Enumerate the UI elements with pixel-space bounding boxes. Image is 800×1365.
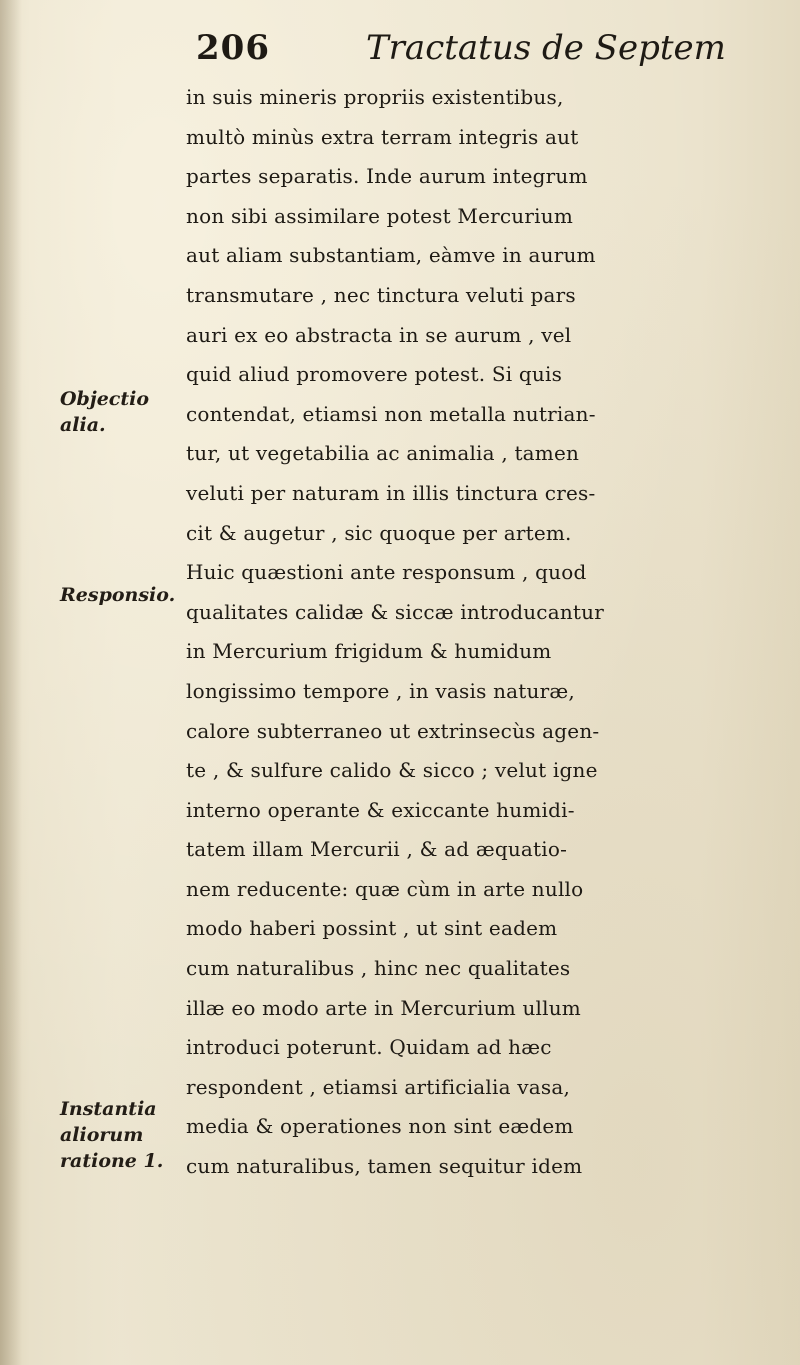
- text-line: in suis mineris propriis existentibus,: [186, 85, 564, 109]
- page-number: 206: [196, 28, 270, 68]
- margin-note-instantia: [60, 1096, 163, 1174]
- margin-note-line: ratione 1.: [60, 1150, 164, 1172]
- margin-note-line: aliorum: [60, 1124, 144, 1146]
- text-line: tatem illam Mercurii , & ad æquatio-: [186, 837, 568, 862]
- text-line: contendat, etiamsi non metalla nutrian-: [186, 401, 596, 426]
- text-line: cit & augetur , sic quoque per artem.: [186, 520, 572, 545]
- body-text: [186, 78, 796, 1187]
- margin-note-line: Objectio: [60, 388, 150, 410]
- page-header: [196, 28, 756, 84]
- text-line: interno operante & exiccante humidi-: [186, 797, 575, 822]
- margin-note-responsio: [60, 582, 175, 608]
- text-line: modo haberi possint , ut sint eadem: [186, 916, 558, 941]
- text-line: cum naturalibus , hinc nec qualitates: [186, 956, 571, 981]
- text-line: auri ex eo abstracta in se aurum , vel: [186, 322, 572, 347]
- text-line: cum naturalibus, tamen sequitur idem: [186, 1154, 583, 1179]
- margin-note-line: Responsio.: [60, 584, 176, 606]
- binding-shadow: [0, 0, 22, 1365]
- text-line: illæ eo modo arte in Mercurium ullum: [186, 995, 581, 1020]
- text-line: transmutare , nec tinctura veluti pars: [186, 282, 576, 307]
- text-line: nem reducente: quæ cùm in arte nullo: [186, 876, 584, 901]
- text-line: partes separatis. Inde aurum integrum: [186, 164, 588, 189]
- text-line: respondent , etiamsi artificialia vasa,: [186, 1074, 571, 1099]
- text-line: media & operationes non sint eædem: [186, 1114, 574, 1139]
- margin-note-line: alia.: [60, 414, 106, 436]
- text-line: quid aliud promovere potest. Si quis: [186, 362, 563, 387]
- text-line: in Mercurium frigidum & humidum: [186, 639, 552, 664]
- text-line: non sibi assimilare potest Mercurium: [186, 203, 573, 228]
- running-title: Tractatus de Septem: [366, 28, 726, 68]
- text-line: longissimo tempore , in vasis naturæ,: [186, 678, 575, 703]
- text-line: te , & sulfure calido & sicco ; velut igne: [186, 758, 598, 783]
- text-line: qualitates calidæ & siccæ introducantur: [186, 599, 604, 624]
- text-line: veluti per naturam in illis tinctura cres-: [186, 480, 596, 505]
- text-line: aut aliam substantiam, eàmve in aurum: [186, 243, 596, 268]
- text-line: tur, ut vegetabilia ac animalia , tamen: [186, 441, 580, 466]
- text-line: multò minùs extra terram integris aut: [186, 124, 579, 149]
- text-line: calore subterraneo ut extrinsecùs agen-: [186, 718, 600, 743]
- text-line: introduci poterunt. Quidam ad hæc: [186, 1035, 552, 1060]
- text-line: Huic quæstioni ante responsum , quod: [186, 560, 587, 585]
- margin-note-objectio: [60, 386, 149, 438]
- margin-note-line: Instantia: [60, 1098, 157, 1120]
